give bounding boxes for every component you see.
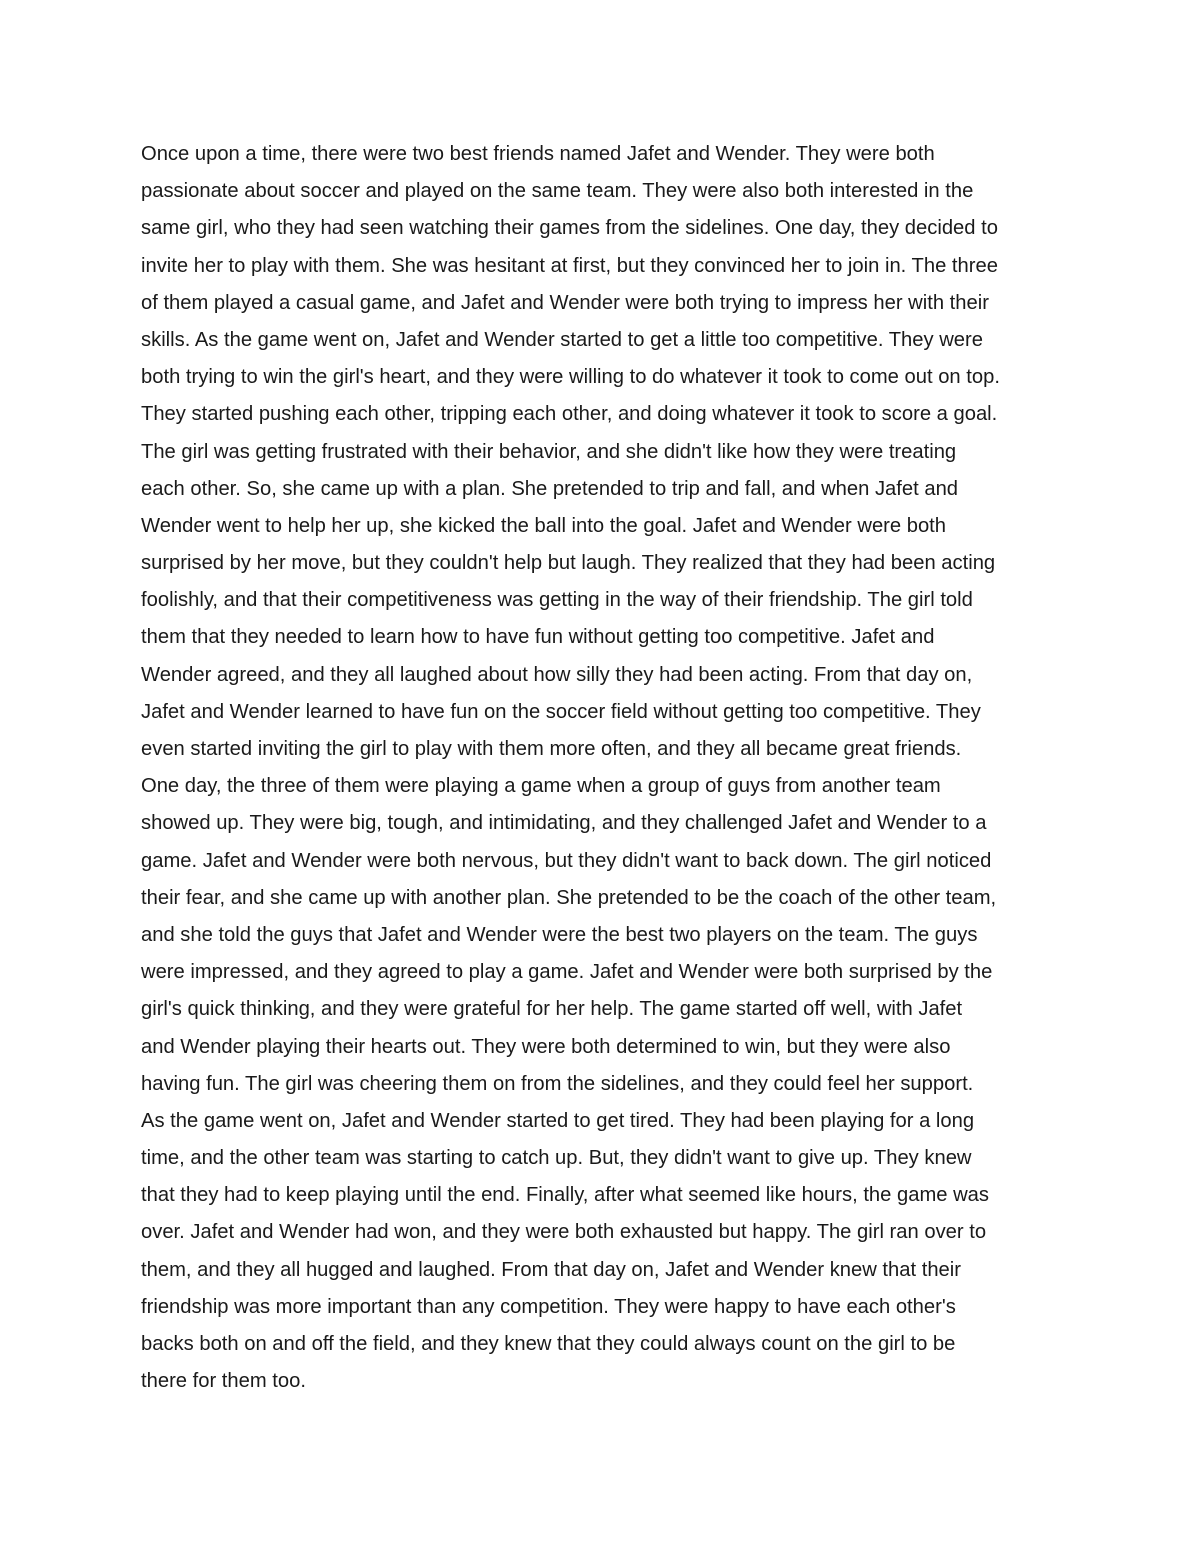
text-line: of them played a casual game, and Jafet and Wender were both trying to impress her with their: [141, 291, 989, 314]
text-line: As the game went on, Jafet and Wender started to get tired. They had been playing for a long: [141, 1109, 975, 1132]
text-line: One day, the three of them were playing a game when a group of guys from another team: [141, 775, 941, 798]
text-line: friendship was more important than any competition. They were happy to have each other's: [141, 1295, 956, 1318]
text-line: game. Jafet and Wender were both nervous, but they didn't want to back down. The girl noticed: [141, 849, 992, 872]
text-line: They started pushing each other, tripping each other, and doing whatever it took to score a goal.: [141, 403, 998, 426]
text-line: backs both on and off the field, and they knew that they could always count on the girl to be: [141, 1333, 956, 1355]
text-line: and Wender playing their hearts out. They were both determined to win, but they were also: [141, 1035, 951, 1058]
story-paragraph: [141, 136, 1071, 1400]
text-line: there for them too.: [141, 1370, 306, 1393]
text-line: passionate about soccer and played on the same team. They were also both interested in the: [141, 180, 974, 203]
text-line: Jafet and Wender learned to have fun on the soccer field without getting too competitive. They: [141, 700, 981, 723]
text-line: and she told the guys that Jafet and Wender were the best two players on the team. The guys: [141, 923, 978, 946]
text-line: surprised by her move, but they couldn't help but laugh. They realized that they had been acting: [141, 552, 996, 575]
text-line: over. Jafet and Wender had won, and they were both exhausted but happy. The girl ran over to: [141, 1221, 987, 1244]
text-line: that they had to keep playing until the end. Finally, after what seemed like hours, the game was: [141, 1184, 989, 1207]
text-line: them, and they all hugged and laughed. From that day on, Jafet and Wender knew that their: [141, 1258, 961, 1281]
text-line: having fun. The girl was cheering them on from the sidelines, and they could feel her support.: [141, 1072, 974, 1095]
text-line: The girl was getting frustrated with their behavior, and she didn't like how they were treating: [141, 440, 957, 463]
text-line: girl's quick thinking, and they were grateful for her help. The game started off well, with Jafet: [141, 998, 963, 1021]
text-line: time, and the other team was starting to catch up. But, they didn't want to give up. They knew: [141, 1147, 972, 1170]
text-line: their fear, and she came up with another plan. She pretended to be the coach of the other team,: [141, 886, 997, 909]
text-line: were impressed, and they agreed to play a game. Jafet and Wender were both surprised by the: [141, 961, 993, 984]
text-line: Once upon a time, there were two best friends named Jafet and Wender. They were both: [141, 143, 935, 165]
text-line: even started inviting the girl to play with them more often, and they all became great friends.: [141, 738, 962, 760]
text-line: foolishly, and that their competitiveness was getting in the way of their friendship. The girl told: [141, 589, 973, 612]
text-line: invite her to play with them. She was hesitant at first, but they convinced her to join in. The three: [141, 254, 998, 277]
text-line: both trying to win the girl's heart, and they were willing to do whatever it took to come out on top.: [141, 366, 1000, 389]
text-line: skills. As the game went on, Jafet and Wender started to get a little too competitive. They were: [141, 328, 983, 351]
text-line: them that they needed to learn how to have fun without getting too competitive. Jafet and: [141, 626, 935, 649]
text-line: showed up. They were big, tough, and intimidating, and they challenged Jafet and Wender to a: [141, 812, 987, 835]
text-line: Wender went to help her up, she kicked the ball into the goal. Jafet and Wender were both: [141, 514, 947, 537]
text-line: same girl, who they had seen watching their games from the sidelines. One day, they decided to: [141, 217, 998, 240]
text-line: each other. So, she came up with a plan. She pretended to trip and fall, and when Jafet and: [141, 477, 959, 500]
text-line: Wender agreed, and they all laughed about how silly they had been acting. From that day on,: [141, 663, 973, 686]
